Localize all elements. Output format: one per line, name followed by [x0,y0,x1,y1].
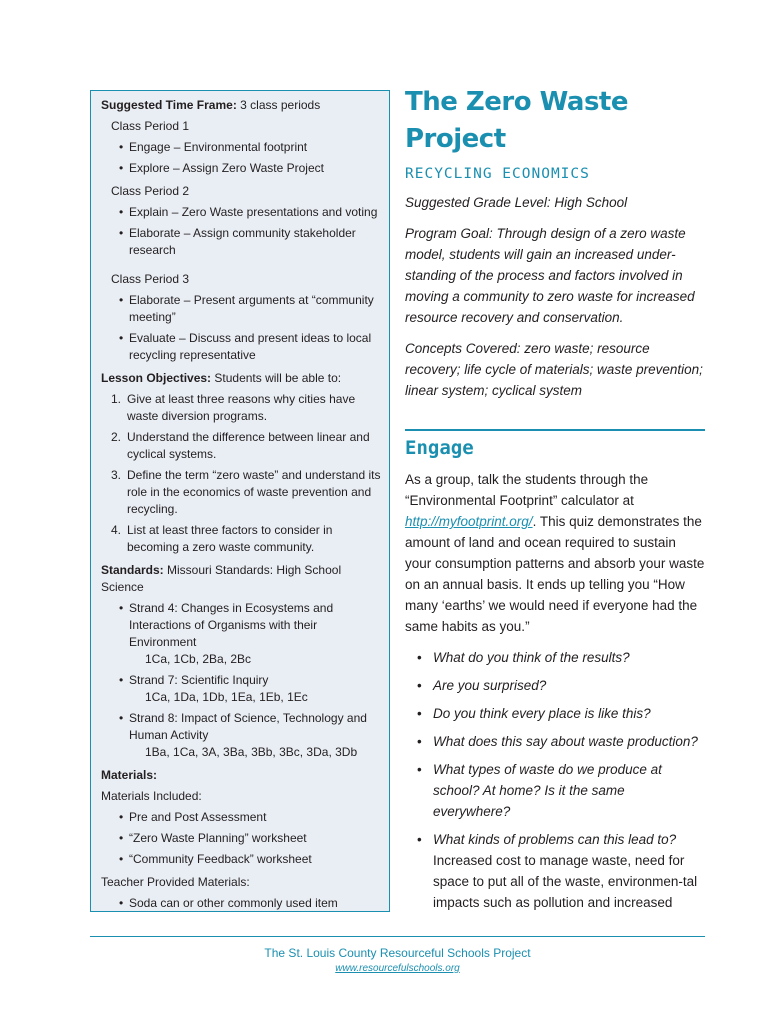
teacher-materials-list [101,895,381,912]
materials-included-list [101,809,381,868]
standards-intro: Missouri Standards: High School Science [101,563,342,594]
standard-item: • Strand 4: Changes in Ecosystems and Interactions of Organisms with their Environment 1Ca, 1Cb, 2Ba, 2Bc [119,600,381,668]
engage-heading: Engage [405,437,474,459]
question-item: • What kinds of problems can this lead to? Increased cost to manage waste, need for space to put all of the waste, environmen-tal impacts such as pollution and increased [417,829,705,913]
class-period-name: Class Period 1 [111,119,190,133]
period-item: • Evaluate – Discuss and present ideas to local recycling representative [119,330,381,364]
period-item: • Explore – Assign Zero Waste Project [119,160,381,177]
standards-heading [101,562,381,596]
objective-item: 4. List at least three factors to consider in becoming a zero waste community. [111,523,333,554]
footer-url-link[interactable]: www.resourcefulschools.org [335,963,460,974]
objectives-label: Lesson Objectives: [101,371,212,385]
footer-divider [90,936,705,937]
material-item: • Soda can or other commonly used item [119,895,381,912]
materials-included-label: Materials Included: [101,789,202,803]
class-period-name: Class Period 2 [111,184,190,198]
answer-text: Increased cost to manage waste, need for space to put all of the waste, environmen-tal impacts such as pollution and increased [433,853,698,910]
timeframe-label: Suggested Time Frame: [101,98,237,112]
footprint-link[interactable]: http://myfootprint.org/ [405,514,533,529]
standards-label: Standards: [101,563,164,577]
standard-codes: 1Ba, 1Ca, 3A, 3Ba, 3Bb, 3Bc, 3Da, 3Db [145,745,358,759]
standard-item: • Strand 7: Scientific Inquiry 1Ca, 1Da, 1Db, 1Ea, 1Eb, 1Ec [119,672,381,706]
period-item: • Explain – Zero Waste presentations and voting [119,204,381,221]
question-item: • What does this say about waste production? [417,731,705,752]
objectives-heading [101,370,381,387]
period-item: • Elaborate – Assign community stakeholder research [119,225,381,259]
teacher-materials-label: Teacher Provided Materials: [101,875,250,889]
material-item: • “Community Feedback” worksheet [119,851,381,868]
question-item: • Do you think every place is like this? [417,703,705,724]
objective-item: 2. Understand the difference between linear and cyclical systems. [111,430,370,461]
class-period-name: Class Period 3 [111,272,190,286]
timeframe-value: 3 class periods [236,98,321,112]
concepts-covered: Concepts Covered: zero waste; resource recovery; life cycle of materials; waste prevention; linear system; cyclical system [405,341,703,398]
material-item: • “Zero Waste Planning” worksheet [119,830,381,847]
objective-item: 1. Give at least three reasons why cities have waste diversion programs. [111,392,356,423]
lesson-info-box [90,90,390,912]
discussion-questions [405,647,705,913]
materials-heading: Materials: [101,768,158,782]
period-item: • Elaborate – Present arguments at “community meeting” [119,292,381,326]
class-period-2-list [101,204,381,259]
objective-item: 3. Define the term “zero waste” and understand its role in the economics of waste prevention and recycling. [111,468,381,516]
footer-org: The St. Louis County Resourceful Schools Project [264,946,531,960]
section-divider [405,429,705,431]
program-goal: Program Goal: Through design of a zero waste model, students will gain an increased under-standing of the process and factors involved in moving a community to zero waste for increased resource recovery and conservation. [405,226,695,325]
grade-level: Suggested Grade Level: High School [405,195,628,210]
question-item: • What do you think of the results? [417,647,705,668]
page-subtitle: RECYCLING ECONOMICS [405,166,590,182]
class-period-1-list [101,139,381,177]
question-item: • What types of waste do we produce at school? At home? Is it the same everywhere? [417,759,705,822]
period-item: • Engage – Environmental footprint [119,139,381,156]
standard-item: • Strand 8: Impact of Science, Technology and Human Activity 1Ba, 1Ca, 3A, 3Ba, 3Bb, 3Bc, 3Da, 3Db [119,710,381,761]
timeframe [101,97,381,114]
standard-codes: 1Ca, 1Cb, 2Ba, 2Bc [145,652,252,666]
material-item: • Pre and Post Assessment [119,809,381,826]
class-period-3-list [101,292,381,364]
engage-paragraph: As a group, talk the students through the “Environmental Footprint” calculator at http://myfootprint.org/. This quiz demonstrates the amount of land and ocean required to sustain your consumption patterns and absorb your waste on an annual basis. It ends up telling you “How many ‘earths’ we would need if everyone had the same habits as you.” [405,472,705,634]
standard-codes: 1Ca, 1Da, 1Db, 1Ea, 1Eb, 1Ec [145,690,308,704]
question-item: • Are you surprised? [417,675,705,696]
standards-list [101,600,381,761]
objectives-list [101,391,381,556]
main-column [405,84,705,920]
objectives-intro: Students will be able to: [211,371,342,385]
page-title: The Zero Waste Project [405,87,628,154]
